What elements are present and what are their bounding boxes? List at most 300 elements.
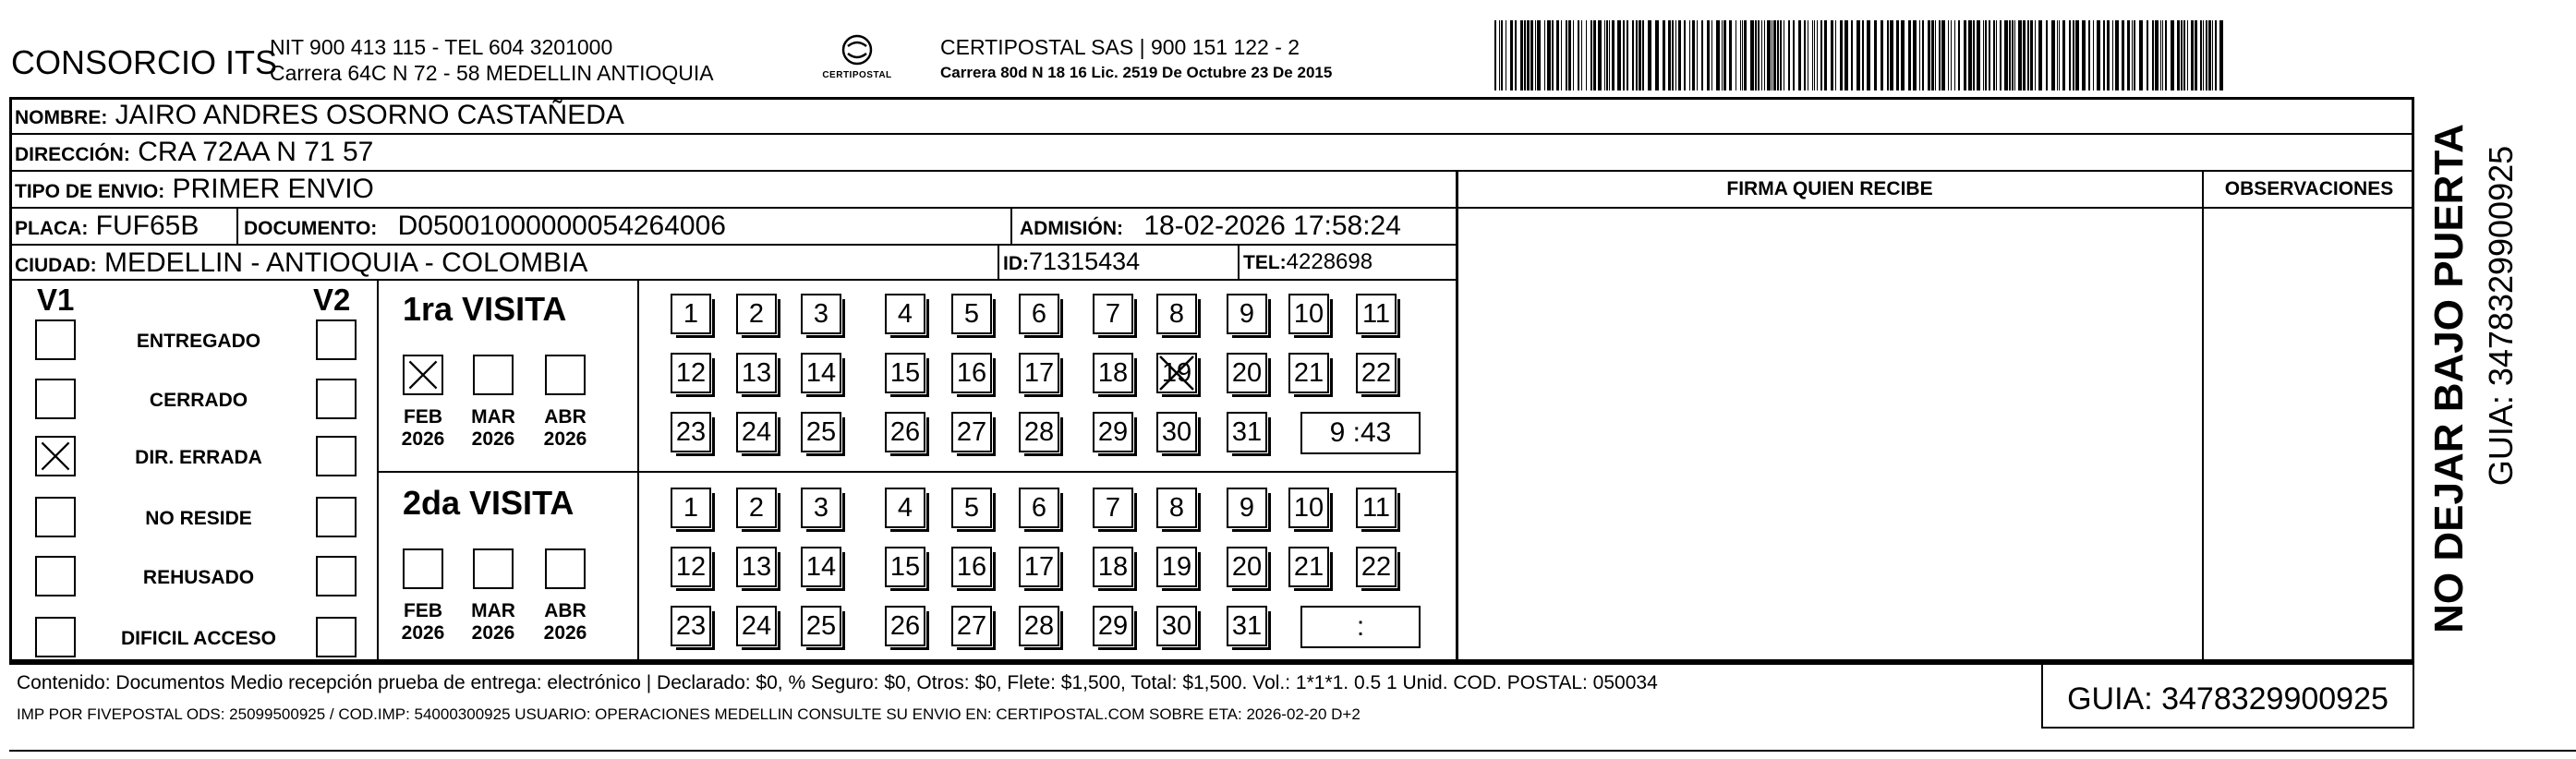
status-label: NO RESIDE	[145, 508, 252, 529]
footer-contenido: Contenido: Documentos Medio recepción prueba de entrega: electrónico | Declarado: $0, % Seguro: $0, Otros: $0, Flete: $1,500, Total: $1,500. Vol.: 1*1*1. 0.5 1 Unid. COD. POSTAL: 050034	[17, 672, 1658, 693]
barcode-bar	[2103, 20, 2105, 90]
day-box[interactable]: 15	[885, 547, 925, 587]
month-name: MAR	[471, 406, 515, 428]
status-label: REHUSADO	[142, 567, 255, 588]
day-box[interactable]: 7	[1093, 294, 1133, 334]
barcode-bar	[1515, 20, 1517, 90]
barcode-bar	[1896, 20, 1899, 90]
day-box[interactable]: 20	[1227, 547, 1267, 587]
direccion-field	[15, 139, 373, 166]
barcode-bar	[1552, 20, 1554, 90]
nombre-label: NOMBRE:	[15, 107, 108, 128]
side-warning-text: NO DEJAR BAJO PUERTA	[2426, 124, 2472, 633]
documento-value: D05001000000054264006	[397, 211, 726, 241]
barcode-bar	[1913, 20, 1917, 90]
barcode-bar	[1954, 20, 1955, 90]
barcode-bar	[1820, 20, 1822, 90]
day-box[interactable]: 19	[1156, 547, 1197, 587]
certipostal-address: Carrera 80d N 18 16 Lic. 2519 De Octubre 23 De 2015	[940, 64, 1333, 81]
barcode-bar	[1639, 20, 1641, 90]
barcode-bar	[1996, 20, 1997, 90]
month-checkbox[interactable]	[403, 355, 443, 395]
status-label: ENTREGADO	[136, 331, 261, 352]
firma-header: FIRMA QUIEN RECIBE	[1726, 178, 1933, 199]
barcode-bar	[1922, 20, 1924, 90]
barcode-bar	[1716, 20, 1720, 90]
barcode-bar	[1530, 20, 1533, 90]
barcode-bar	[2088, 20, 2090, 90]
x-mark-icon	[405, 356, 441, 393]
v2-checkbox[interactable]	[316, 319, 357, 360]
barcode-bar	[1606, 20, 1608, 90]
barcode-bar	[1817, 20, 1818, 90]
barcode-bar	[1701, 20, 1703, 90]
barcode-bar	[1556, 20, 1559, 90]
barcode-bar	[1711, 20, 1712, 90]
barcode-bar	[1964, 20, 1966, 90]
barcode-bar	[1678, 20, 1681, 90]
barcode-bar	[1663, 20, 1665, 90]
barcode-bar	[2009, 20, 2011, 90]
day-box[interactable]: 20	[1227, 353, 1267, 393]
barcode-bar	[1612, 20, 1615, 90]
barcode-bar	[1723, 20, 1726, 90]
barcode-bar	[1958, 20, 1960, 90]
barcode-bar	[1581, 20, 1582, 90]
barcode-bar	[2132, 20, 2133, 90]
barcode-bar	[1941, 20, 1945, 90]
admision-value: 18-02-2026 17:58:24	[1143, 211, 1401, 241]
day-box[interactable]: 23	[671, 412, 711, 452]
tel-field	[1243, 251, 1373, 273]
day-box[interactable]: 27	[951, 412, 992, 452]
day-box[interactable]: 31	[1227, 606, 1267, 646]
day-box[interactable]: 13	[736, 547, 777, 587]
day-box[interactable]: 6	[1019, 488, 1059, 528]
barcode-bar	[1977, 20, 1980, 90]
admision-field	[1020, 212, 1401, 240]
barcode-bar	[1697, 20, 1698, 90]
barcode-bar	[1908, 20, 1911, 90]
day-box[interactable]: 22	[1356, 353, 1397, 393]
ciudad-label: CIUDAD:	[15, 255, 97, 276]
barcode-bar	[2014, 20, 2015, 90]
day-box[interactable]: 15	[885, 353, 925, 393]
barcode-bar	[1510, 20, 1513, 90]
day-box[interactable]: 29	[1093, 412, 1133, 452]
barcode-bar	[1831, 20, 1833, 90]
certipostal-logo	[813, 33, 901, 85]
month-year: 2026	[543, 428, 587, 451]
barcode-bar	[2004, 20, 2008, 90]
barcode-bar	[1777, 20, 1779, 90]
barcode-bar	[1692, 20, 1695, 90]
barcode-bar	[2093, 20, 2094, 90]
barcode-bar	[1804, 20, 1806, 90]
day-box[interactable]: 17	[1019, 353, 1059, 393]
barcode-bar	[2127, 20, 2130, 90]
barcode-bar	[1684, 20, 1686, 90]
ciudad-value: MEDELLIN - ANTIOQUIA - COLOMBIA	[104, 247, 588, 278]
day-strike-mark	[1156, 353, 1197, 393]
day-box[interactable]: 31	[1227, 412, 1267, 452]
placa-value: FUF65B	[95, 211, 200, 241]
v1-header: V1	[37, 283, 75, 317]
barcode-bar	[1668, 20, 1671, 90]
logo-text: CERTIPOSTAL	[822, 70, 892, 80]
day-box[interactable]: 17	[1019, 547, 1059, 587]
barcode-bar	[2046, 20, 2048, 90]
barcode-bar	[1609, 20, 1610, 90]
barcode-bar	[1722, 20, 1723, 90]
barcode-bar	[1586, 20, 1587, 90]
day-box[interactable]: 12	[671, 353, 711, 393]
barcode-bar	[1780, 20, 1782, 90]
barcode-bar	[1764, 20, 1765, 90]
barcode-bar	[1655, 20, 1659, 90]
day-box[interactable]: 11	[1356, 294, 1397, 334]
barcode-bar	[1501, 20, 1503, 90]
barcode-bar	[1735, 20, 1736, 90]
day-box[interactable]: 25	[801, 606, 841, 646]
barcode-bar	[1707, 20, 1710, 90]
day-box[interactable]: 8	[1156, 488, 1197, 528]
barcode-bar	[1527, 20, 1530, 90]
day-box[interactable]: 29	[1093, 606, 1133, 646]
barcode-bar	[1758, 20, 1760, 90]
day-box[interactable]: 10	[1288, 294, 1329, 334]
x-mark-icon	[37, 438, 74, 475]
day-box[interactable]: 25	[801, 412, 841, 452]
day-box[interactable]: 28	[1019, 412, 1059, 452]
barcode-bar	[2134, 20, 2135, 90]
day-box[interactable]: 18	[1093, 547, 1133, 587]
barcode-bar	[1568, 20, 1571, 90]
barcode-bar	[1939, 20, 1941, 90]
barcode-bar	[2155, 20, 2159, 90]
month-label	[391, 406, 455, 451]
visit-title: 2da VISITA	[403, 484, 574, 522]
month-name: ABR	[544, 600, 587, 621]
barcode-bar	[2162, 20, 2163, 90]
month-label	[533, 600, 598, 645]
day-box[interactable]: 5	[951, 294, 992, 334]
day-box[interactable]: 14	[801, 353, 841, 393]
day-box[interactable]: 13	[736, 353, 777, 393]
barcode-bar	[1948, 20, 1949, 90]
barcode-bar	[1835, 20, 1836, 90]
barcode-bar	[2122, 20, 2124, 90]
nombre-value: JAIRO ANDRES OSORNO CASTAÑEDA	[115, 100, 624, 130]
barcode-bar	[2012, 20, 2014, 90]
barcode-bar	[2107, 20, 2110, 90]
footer-guia: GUIA: 3478329900925	[2067, 681, 2389, 717]
day-box[interactable]: 11	[1356, 488, 1397, 528]
status-label: DIFICIL ACCESO	[120, 628, 276, 649]
barcode-bar	[2069, 20, 2071, 90]
barcode-bar	[2160, 20, 2161, 90]
day-box[interactable]: 24	[736, 412, 777, 452]
barcode-bar	[2206, 20, 2207, 90]
tel-label: TEL:	[1243, 252, 1287, 273]
id-label: ID:	[1003, 253, 1029, 274]
barcode-bar	[1851, 20, 1853, 90]
barcode-bar	[1931, 20, 1934, 90]
barcode-bar	[1881, 20, 1883, 90]
barcode-bar	[1672, 20, 1674, 90]
day-box[interactable]: 21	[1288, 353, 1329, 393]
placa-label: PLACA:	[15, 218, 89, 239]
barcode-bar	[1824, 20, 1827, 90]
day-box[interactable]: 2	[736, 488, 777, 528]
barcode-bar	[1890, 20, 1893, 90]
barcode-bar	[2062, 20, 2065, 90]
month-checkbox[interactable]	[473, 355, 514, 395]
day-box[interactable]: 7	[1093, 488, 1133, 528]
company-address: Carrera 64C N 72 - 58 MEDELLIN ANTIOQUIA	[270, 61, 714, 85]
v2-checkbox[interactable]	[316, 379, 357, 419]
company-nit: NIT 900 413 115 - TEL 604 3201000	[270, 35, 613, 59]
barcode-bar	[2023, 20, 2026, 90]
month-checkbox[interactable]	[545, 355, 586, 395]
month-year: 2026	[543, 622, 587, 645]
barcode-bar	[2219, 20, 2223, 90]
barcode-bar	[1537, 20, 1541, 90]
month-checkbox[interactable]	[545, 548, 586, 589]
day-box[interactable]: 2	[736, 294, 777, 334]
nombre-field	[15, 102, 624, 129]
barcode-bar	[1494, 20, 1496, 90]
month-checkbox[interactable]	[473, 548, 514, 589]
barcode-bar	[1604, 20, 1605, 90]
barcode-bar	[2212, 20, 2213, 90]
barcode-bar	[1928, 20, 1930, 90]
barcode-bar	[1951, 20, 1952, 90]
barcode-bar	[2181, 20, 2183, 90]
barcode-bar	[2112, 20, 2113, 90]
barcode-bar	[2075, 20, 2079, 90]
day-box[interactable]: 22	[1356, 547, 1397, 587]
barcode-bar	[2203, 20, 2204, 90]
barcode-bar	[1874, 20, 1877, 90]
day-box[interactable]: 10	[1288, 488, 1329, 528]
month-label	[461, 406, 526, 451]
day-box[interactable]: 16	[951, 353, 992, 393]
barcode-bar	[1755, 20, 1757, 90]
barcode-bar	[1740, 20, 1741, 90]
barcode-bar	[2115, 20, 2119, 90]
month-year: 2026	[471, 622, 515, 645]
barcode-bar	[1675, 20, 1676, 90]
month-year: 2026	[401, 622, 445, 645]
day-box[interactable]: 3	[801, 294, 841, 334]
v1-checkbox[interactable]	[35, 319, 76, 360]
barcode-bar	[2152, 20, 2154, 90]
day-box[interactable]: 16	[951, 547, 992, 587]
barcode-bar	[2215, 20, 2217, 90]
barcode-bar	[2097, 20, 2100, 90]
barcode-bar	[1590, 20, 1592, 90]
barcode-bar	[1844, 20, 1848, 90]
day-box[interactable]: 26	[885, 606, 925, 646]
barcode-bar	[1617, 20, 1621, 90]
v1-checkbox[interactable]	[35, 436, 76, 476]
barcode-bar	[2059, 20, 2060, 90]
barcode-bar	[1520, 20, 1523, 90]
barcode-bar	[1544, 20, 1545, 90]
day-box[interactable]: 26	[885, 412, 925, 452]
day-box[interactable]: 30	[1156, 412, 1197, 452]
barcode-bar	[1867, 20, 1870, 90]
day-box[interactable]: 14	[801, 547, 841, 587]
barcode-bar	[1935, 20, 1936, 90]
v1-checkbox[interactable]	[35, 497, 76, 537]
barcode-bar	[1788, 20, 1790, 90]
x-mark-icon	[1156, 353, 1197, 393]
v1-checkbox[interactable]	[35, 556, 76, 596]
v2-checkbox[interactable]	[316, 617, 357, 657]
tel-value: 4228698	[1286, 249, 1373, 274]
day-box[interactable]: 27	[951, 606, 992, 646]
barcode-bar	[1973, 20, 1975, 90]
documento-field	[244, 212, 726, 240]
barcode-bar	[2038, 20, 2042, 90]
day-box[interactable]: 30	[1156, 606, 1197, 646]
barcode-bar	[1561, 20, 1562, 90]
barcode-bar	[1689, 20, 1690, 90]
day-box[interactable]: 9	[1227, 294, 1267, 334]
status-label: DIR. ERRADA	[135, 447, 262, 468]
month-label	[461, 600, 526, 645]
barcode-bar	[1578, 20, 1579, 90]
bottom-rule	[9, 750, 2576, 752]
barcode-bar	[1573, 20, 1574, 90]
barcode-bar	[1901, 20, 1905, 90]
barcode-bar	[2073, 20, 2074, 90]
barcode-bar	[1593, 20, 1596, 90]
month-checkbox[interactable]	[403, 548, 443, 589]
observaciones-header: OBSERVACIONES	[2224, 178, 2394, 199]
barcode-bar	[2027, 20, 2029, 90]
admision-label: ADMISIÓN:	[1020, 218, 1123, 239]
barcode-bar	[2030, 20, 2033, 90]
day-box[interactable]: 4	[885, 294, 925, 334]
month-name: FEB	[404, 600, 442, 621]
barcode-bar	[1919, 20, 1920, 90]
barcode-bar	[2082, 20, 2086, 90]
direccion-value: CRA 72AA N 71 57	[138, 137, 374, 167]
barcode-bar	[1547, 20, 1551, 90]
month-name: FEB	[404, 406, 442, 428]
day-box[interactable]: 21	[1288, 547, 1329, 587]
barcode-bar	[2000, 20, 2002, 90]
day-box[interactable]: 5	[951, 488, 992, 528]
time-box[interactable]: 9 :43	[1300, 412, 1421, 454]
day-box[interactable]: 19	[1156, 353, 1197, 393]
month-label	[533, 406, 598, 451]
barcode-bar	[2147, 20, 2148, 90]
day-box[interactable]: 12	[671, 547, 711, 587]
barcode-bar	[1840, 20, 1843, 90]
v1-checkbox[interactable]	[35, 617, 76, 657]
day-box[interactable]: 8	[1156, 294, 1197, 334]
barcode-bar	[1862, 20, 1864, 90]
barcode-bar	[2195, 20, 2197, 90]
ciudad-field	[15, 249, 587, 277]
id-value: 71315434	[1029, 247, 1141, 275]
barcode-bar	[1993, 20, 1995, 90]
side-guia	[2477, 120, 2525, 637]
barcode-bar	[2051, 20, 2055, 90]
barcode-bar	[1887, 20, 1889, 90]
time-box[interactable]: :	[1300, 606, 1421, 648]
barcode-bar	[1812, 20, 1813, 90]
day-box[interactable]: 18	[1093, 353, 1133, 393]
day-box[interactable]: 4	[885, 488, 925, 528]
barcode-bar	[1598, 20, 1602, 90]
barcode-bar	[1750, 20, 1754, 90]
barcode-bar	[1798, 20, 1801, 90]
day-box[interactable]: 1	[671, 294, 711, 334]
barcode-bar	[2183, 20, 2185, 90]
barcode-bar	[1744, 20, 1747, 90]
v1-checkbox[interactable]	[35, 379, 76, 419]
barcode-bar	[1742, 20, 1743, 90]
barcode-bar	[1729, 20, 1732, 90]
documento-label: DOCUMENTO:	[244, 218, 378, 239]
barcode-bar	[2187, 20, 2188, 90]
barcode	[1494, 20, 2230, 90]
month-year: 2026	[471, 428, 515, 451]
day-box[interactable]: 9	[1227, 488, 1267, 528]
barcode-bar	[2200, 20, 2202, 90]
tipo-envio-value: PRIMER ENVIO	[172, 174, 374, 204]
v2-checkbox[interactable]	[316, 497, 357, 537]
barcode-bar	[1856, 20, 1860, 90]
month-label	[391, 600, 455, 645]
barcode-bar	[2018, 20, 2022, 90]
tipo-envio-label: TIPO DE ENVIO:	[15, 181, 165, 202]
barcode-bar	[2057, 20, 2058, 90]
day-box[interactable]: 1	[671, 488, 711, 528]
footer-imp: IMP POR FIVEPOSTAL ODS: 25099500925 / COD.IMP: 54000300925 USUARIO: OPERACIONES MEDELLIN CONSULTE SU ENVIO EN: CERTIPOSTAL.COM SOBRE ETA: 2026-02-20 D+2	[17, 705, 1361, 723]
barcode-bar	[1623, 20, 1625, 90]
day-box[interactable]: 23	[671, 606, 711, 646]
day-box[interactable]: 28	[1019, 606, 1059, 646]
day-box[interactable]: 3	[801, 488, 841, 528]
day-box[interactable]: 24	[736, 606, 777, 646]
barcode-bar	[2171, 20, 2174, 90]
barcode-bar	[2035, 20, 2036, 90]
barcode-bar	[2165, 20, 2167, 90]
status-label: CERRADO	[149, 390, 248, 411]
direccion-label: DIRECCIÓN:	[15, 144, 130, 165]
barcode-bar	[2177, 20, 2180, 90]
day-box[interactable]: 6	[1019, 294, 1059, 334]
month-name: MAR	[471, 600, 515, 621]
placa-field	[15, 212, 199, 240]
barcode-bar	[1632, 20, 1634, 90]
barcode-bar	[1983, 20, 1984, 90]
month-name: ABR	[544, 406, 587, 428]
v2-checkbox[interactable]	[316, 436, 357, 476]
month-year: 2026	[401, 428, 445, 451]
side-guia-text: GUIA: 3478329900925	[2482, 145, 2520, 487]
v2-checkbox[interactable]	[316, 556, 357, 596]
tipo-envio-field	[15, 175, 374, 203]
barcode-bar	[2191, 20, 2194, 90]
barcode-bar	[1627, 20, 1628, 90]
